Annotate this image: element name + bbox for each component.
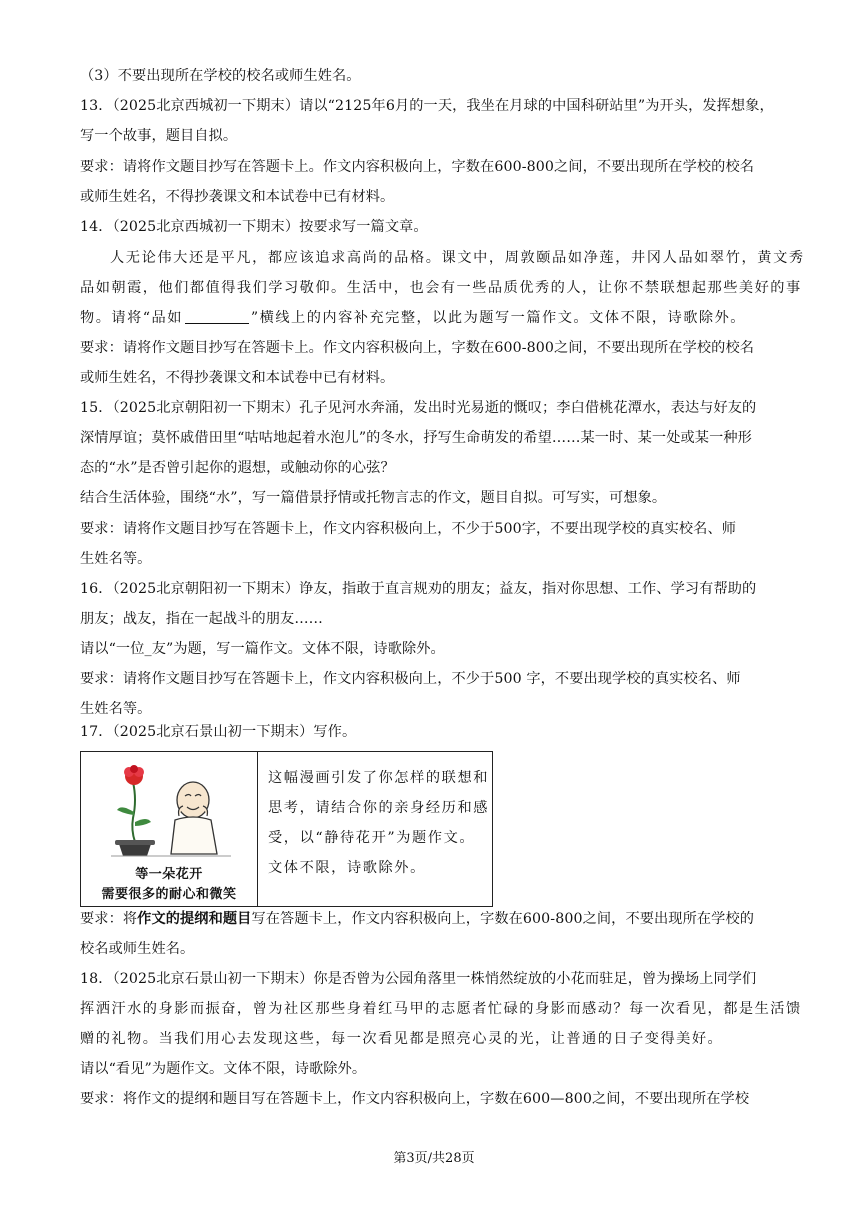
text-line: 挥洒汗水的身影而振奋，曾为社区那些身着红马甲的志愿者忙碌的身影而感动？每一次看见，都是生活馈 bbox=[80, 1001, 802, 1017]
text-line: （3）不要出现所在学校的校名或师生姓名。 bbox=[80, 68, 361, 84]
text-line: 要求：将作文的提纲和题目写在答题卡上，作文内容积极向上，字数在600—800之间，不要出现所在学校 bbox=[80, 1091, 750, 1107]
text-line: 生姓名等。 bbox=[80, 701, 152, 717]
question-15-heading: 15．（2025北京朝阳初一下期末）孔子见河水奔涌，发出时光易逝的慨叹；李白借桃花潭水，表达与好友的 bbox=[80, 400, 757, 416]
comic-prompt-table bbox=[80, 751, 493, 907]
text-line: 朋友；战友，指在一起战斗的朋友…… bbox=[80, 611, 323, 627]
prompt-line: 文体不限，诗歌除外。 bbox=[268, 860, 426, 876]
fill-in-blank bbox=[185, 309, 249, 324]
text-line: 深情厚谊；莫怀戚借田里“咕咕地起着水泡儿”的冬水，抒写生命萌发的希望……某一时、某一处或某一种形 bbox=[80, 430, 752, 446]
prompt-line: 思考，请结合你的亲身经历和感 bbox=[268, 800, 490, 816]
text-line: 或师生姓名，不得抄袭课文和本试卷中已有材料。 bbox=[80, 189, 395, 205]
text-line: 请以“一位_友”为题，写一篇作文。文体不限，诗歌除外。 bbox=[80, 641, 445, 657]
text-line: 态的“水”是否曾引起你的遐想，或触动你的心弦？ bbox=[80, 460, 395, 476]
text-line: 品如朝霞，他们都值得我们学习敬仰。生活中，也会有一些品质优秀的人，让你不禁联想起那些美好的事 bbox=[80, 280, 802, 296]
text-fragment: 要求：将 bbox=[80, 911, 138, 927]
question-17-heading: 17．（2025北京石景山初一下期末）写作。 bbox=[80, 724, 357, 740]
question-14-heading: 14．（2025北京西城初一下期末）按要求写一篇文章。 bbox=[80, 219, 428, 235]
text-line: 要求：请将作文题目抄写在答题卡上。作文内容积极向上，字数在600-800之间，不要出现所在学校的校名 bbox=[80, 340, 755, 356]
question-16-heading: 16．（2025北京朝阳初一下期末）诤友，指敢于直言规劝的朋友；益友，指对你思想、工作、学习有帮助的 bbox=[80, 581, 757, 597]
text-fragment: 物。请将“品如 bbox=[80, 310, 183, 326]
bold-emphasis: 作文的提纲和题目 bbox=[137, 911, 252, 927]
text-line: 请以“看见”为题作文。文体不限，诗歌除外。 bbox=[80, 1061, 367, 1077]
text-line: 要求：请将作文题目抄写在答题卡上，作文内容积极向上，不少于500 字，不要出现学校的真实校名、师 bbox=[80, 671, 741, 687]
text-fragment: 写在答题卡上，作文内容积极向上，字数在600-800之间，不要出现所在学校的 bbox=[251, 911, 755, 927]
text-line: 生姓名等。 bbox=[80, 551, 152, 567]
question-13-heading: 13．（2025北京西城初一下期末）请以“2125年6月的一天，我坐在月球的中国科研站里”为开头，发挥想象， bbox=[80, 98, 774, 114]
text-line: 要求：请将作文题目抄写在答题卡上。作文内容积极向上，字数在600-800之间，不要出现所在学校的校名 bbox=[80, 159, 755, 175]
comic-caption-line-1: 等一朵花开 bbox=[135, 867, 203, 882]
prompt-line: 这幅漫画引发了你怎样的联想和 bbox=[268, 770, 490, 786]
comic-drawing bbox=[81, 760, 257, 860]
comic-illustration bbox=[81, 752, 258, 906]
text-fragment: ”横线上的内容补充完整，以此为题写一篇作文。文体不限，诗歌除外。 bbox=[250, 310, 746, 326]
text-line: 要求：请将作文题目抄写在答题卡上，作文内容积极向上，不少于500字，不要出现学校的真实校名、师 bbox=[80, 521, 737, 537]
text-line bbox=[80, 909, 792, 929]
text-line: 人无论伟大还是平凡，都应该追求高尚的品格。课文中，周敦颐品如净莲，井冈人品如翠竹，黄文秀 bbox=[110, 250, 805, 266]
page-footer: 第3页/共28页 bbox=[393, 1151, 475, 1166]
text-line: 结合生活体验，围绕“水”，写一篇借景抒情或托物言志的作文，题目自拟。可写实，可想象。 bbox=[80, 490, 667, 506]
text-line: 写一个故事，题目自拟。 bbox=[80, 128, 238, 144]
comic-caption-line-2: 需要很多的耐心和微笑 bbox=[101, 887, 237, 902]
text-line: 赠的礼物。当我们用心去发现这些，每一次看见都是照亮心灵的光，让普通的日子变得美好。 bbox=[80, 1031, 724, 1047]
text-line: 校名或师生姓名。 bbox=[80, 941, 195, 957]
text-line bbox=[80, 308, 792, 328]
comic-prompt-text bbox=[258, 752, 492, 906]
text-line: 或师生姓名，不得抄袭课文和本试卷中已有材料。 bbox=[80, 370, 395, 386]
prompt-line: 受，以“静待花开”为题作文。 bbox=[268, 830, 476, 846]
question-18-heading: 18．（2025北京石景山初一下期末）你是否曾为公园角落里一株悄然绽放的小花而驻足，曾为操场上同学们 bbox=[80, 971, 757, 987]
